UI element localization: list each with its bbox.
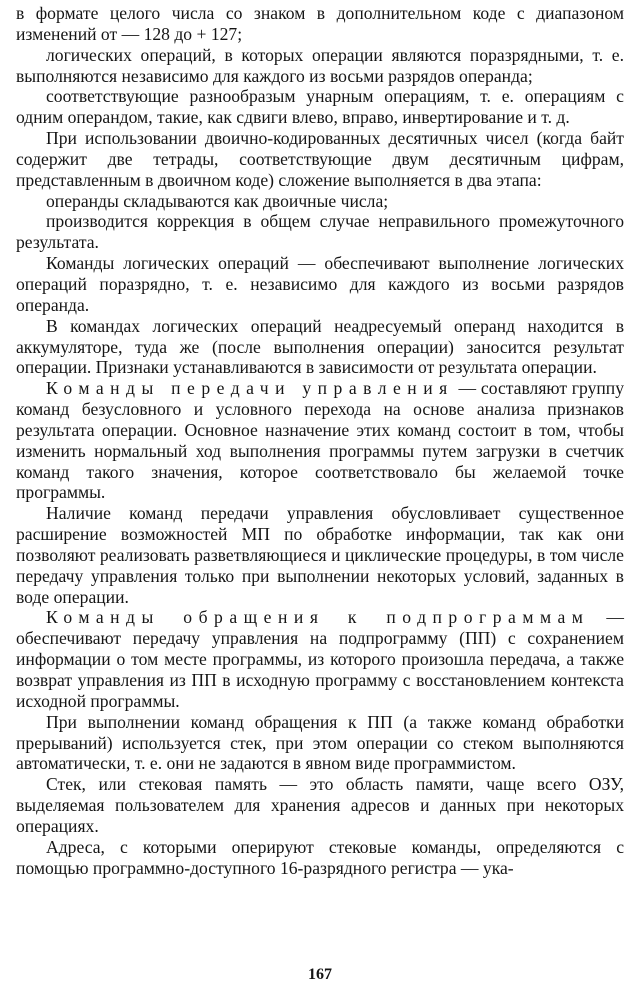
paragraph-text: — составляют группу команд безусловного и условного перехода на основе анализа признаков результата операции. Основное назначение этих команд состоит в том, чтобы изменить нормальный ход выполнения программы путем загрузки в счетчик команд такого значения, которое соответствовало бы желаемой точке программы. <box>16 378 625 503</box>
paragraph-text: — обеспечивают передачу управления на подпрограмму (ПП) с сохранением информации о том месте программы, из которого произошла передача, а также возврат управления из ПП в исходную программу с восстановлением контекста исходной программы. <box>16 607 624 711</box>
paragraph-13: Стек, или стековая память — это область памяти, чаще всего ОЗУ, выделяемая пользователем для хранения адресов и данных при некоторых операциях. <box>16 774 624 836</box>
paragraph-8: В командах логических операций неадресуемый операнд находится в аккумуляторе, туда же (после выполнения операции) заносится результат операции. Признаки устанавливаются в зависимости от результата операции. <box>16 315 624 378</box>
paragraph-9 <box>16 378 624 503</box>
paragraph-4: При использовании двоично-кодированных десятичных чисел (когда байт содержит две тетрады, соответствующие двум десятичным цифрам, представленным в двоичном коде) сложение выполняется в два этапа: <box>16 128 624 190</box>
paragraph-7: Команды логических операций — обеспечивают выполнение логических операций поразрядно, т. е. независимо для каждого из восьми разрядов операнда. <box>16 253 624 315</box>
paragraph-5: операнды складываются как двоичные числа; <box>46 190 389 211</box>
spaced-term: Команды обращения к подпрограммам <box>46 607 590 628</box>
page-number: 167 <box>308 966 332 983</box>
paragraph-3: соответствующие разнообразым унарным операциям, т. е. операциям с одним операндом, такие, как сдвиги влево, вправо, инвертирование и т. д. <box>16 86 624 128</box>
paragraph-14: Адреса, с которыми оперируют стековые команды, определяются с помощью программно-доступного 16-разрядного регистра — ука- <box>16 836 624 878</box>
paragraph-6: производится коррекция в общем случае неправильного промежуточного результата. <box>16 211 624 253</box>
page-body <box>16 3 624 878</box>
spaced-term: Команды передачи управления <box>46 378 454 399</box>
paragraph-11 <box>16 607 624 711</box>
paragraph-10: Наличие команд передачи управления обусловливает существенное расширение возможностей МП по обработке информации, так как они позволяют реализовать разветвляющиеся и циклические процедуры, в том числе передачу управления только при выполнении некоторых условий, заданных в воде операции. <box>16 503 624 607</box>
paragraph-1: в формате целого числа со знаком в дополнительном коде с диапазоном изменений от — 128 до + 127; <box>16 3 624 44</box>
paragraph-12: При выполнении команд обращения к ПП (а также команд обработки прерываний) используется стек, при этом операции со стеком выполняются автоматически, т. е. они не задаются в явном виде программистом. <box>16 711 624 774</box>
paragraph-2: логических операций, в которых операции являются поразрядными, т. е. выполняются независимо для каждого из восьми разрядов операнда; <box>16 44 624 86</box>
